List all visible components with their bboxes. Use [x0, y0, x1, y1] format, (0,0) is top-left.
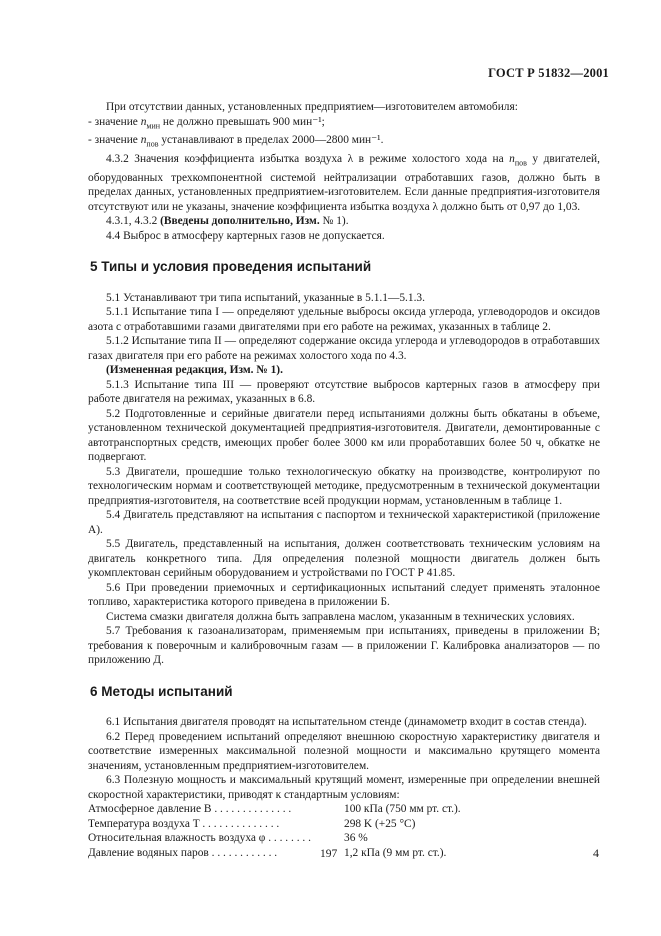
paragraph-5-5: 5.5 Двигатель, представленный на испытания, должен соответствовать техническим условиям на двигатель конкретного типа. Для определения полезной мощности двигатель должен быть укомплектован серийным оборудованием и устройствами по ГОСТ Р 41.85. — [88, 538, 600, 580]
paragraph-6-2: 6.2 Перед проведением испытаний определяют внешнюю скоростную характеристику двигателя и соответствие измеренных максимальной полезной мощности и максимально крутящего момента значениям, установленным предприятием-изготовителем. — [88, 730, 600, 772]
paragraph-no-data: При отсутствии данных, установленных предприятием—изготовителем автомобиля: — [106, 101, 518, 113]
paragraph-5-4: 5.4 Двигатель представляют на испытания с паспортом и технической характеристикой (приложение А). — [88, 509, 600, 536]
paragraph-5-7: 5.7 Требования к газоанализаторам, применяемым при испытаниях, приведены в приложении В; требования к поверочным и калибровочным газам — в приложении Г. Калибровка анализаторов — по приложению Д. — [88, 625, 600, 667]
condition-row — [88, 802, 600, 817]
condition-value: 100 кПа (750 мм рт. ст.). — [344, 803, 461, 816]
document-code: ГОСТ Р 51832—2001 — [488, 66, 609, 80]
paragraph-5-1-3: 5.1.3 Испытание типа III — проверяют отсутствие выбросов картерных газов в атмосферу при работе двигателя на режимах, указанных в 6.8. — [88, 378, 600, 406]
paragraph-4-3-2: 4.3.2 Значения коэффициента избытка воздуха λ в режиме холостого хода на $n_{пов}$ у двигателей, оборудованных трехкомпонентной системой нейтрализации отработавших газов, должно быть в пределах данных, установленных предприятием-изготовителем. Если данные предприятия-изготовителя отсутствуют или не указаны, значение коэффициента избытка воздуха λ должно быть от 0,97 до 1,03. — [88, 153, 600, 213]
condition-label: Атмосферное давление B . . . . . . . . . . . . . . — [88, 803, 292, 816]
paragraph-5-2: 5.2 Подготовленные и серийные двигатели перед испытаниями должны быть обкатаны в объеме, установленном технической документацией предприятия-изготовителя. Двигатели, демонтированные с автотранспортных средств, имеющих пробег более 3000 км или проработавших более 50 ч, обкатке не подвергают. — [88, 407, 600, 464]
condition-value: 298 K (+25 °C) — [344, 817, 416, 830]
section-5-title: 5 Типы и условия проведения испытаний — [90, 259, 372, 275]
page-number-center: 197 — [320, 848, 338, 860]
paragraph-5-1-2: 5.1.2 Испытание типа II — определяют содержание оксида углерода и углеводородов в отработавших газах двигателя при его работе на режимах холостого хода по 4.3. — [88, 335, 600, 362]
list-item-npov: - значение $n_{пов}$ устанавливают в пределах 2000—2800 мин⁻¹. — [88, 134, 384, 149]
amendment-note-4-3: 4.3.1, 4.3.2 (Введены дополнительно, Изм. № 1). — [106, 215, 349, 228]
paragraph-5-1-1: 5.1.1 Испытание типа I — определяют удельные выбросы оксида углерода, углеводородов и оксидов азота с отработавшими газами двигателями при его работе на режимах, указанных в таблице 2. — [88, 306, 600, 333]
document-body — [88, 100, 600, 860]
condition-label: Температура воздуха T . . . . . . . . . . . . . . — [88, 817, 280, 830]
condition-value: 1,2 кПа (9 мм рт. ст.). — [344, 846, 447, 859]
paragraph-5-1: 5.1 Устанавливают три типа испытаний, указанные в 5.1.1—5.1.3. — [106, 291, 425, 304]
section-6-title: 6 Методы испытаний — [90, 683, 233, 699]
condition-row — [88, 817, 600, 832]
condition-label: Относительная влажность воздуха φ . . . . . . . . — [88, 832, 311, 845]
paragraph-5-6-lubrication: Система смазки двигателя должна быть заправлена маслом, указанным в технических условиях. — [106, 610, 575, 623]
condition-label: Давление водяных паров . . . . . . . . . . . . — [88, 846, 278, 859]
paragraph-5-6: 5.6 При проведении приемочных и сертификационных испытаний следует применять эталонное топливо, характеристика которого приведена в приложении Б. — [88, 581, 600, 609]
condition-row — [88, 846, 600, 861]
condition-row — [88, 831, 600, 846]
condition-value: 36 % — [344, 832, 368, 845]
amendment-note-5-1-2: (Измененная редакция, Изм. № 1). — [106, 364, 283, 377]
paragraph-5-3: 5.3 Двигатели, прошедшие только технологическую обкатку на производстве, контролируют по технологическим нормам и соответствующей методике, предусмотренным в технической документации предприятия-изготовителя, на соответствие всей продукции нормам, установленным в таблице 1. — [88, 465, 600, 507]
page-number-right: 4 — [593, 846, 599, 860]
list-item-nmin: - значение $n_{мин}$ не должно превышать 900 мин⁻¹; — [88, 115, 325, 130]
paragraph-6-3: 6.3 Полезную мощность и максимальный крутящий момент, измеренные при определении внешней скоростной характеристики, приводят к стандартным условиям: — [88, 774, 600, 801]
paragraph-6-1: 6.1 Испытания двигателя проводят на испытательном стенде (динамометр входит в состав стенда). — [106, 716, 587, 729]
paragraph-4-4: 4.4 Выброс в атмосферу картерных газов не допускается. — [106, 229, 385, 242]
